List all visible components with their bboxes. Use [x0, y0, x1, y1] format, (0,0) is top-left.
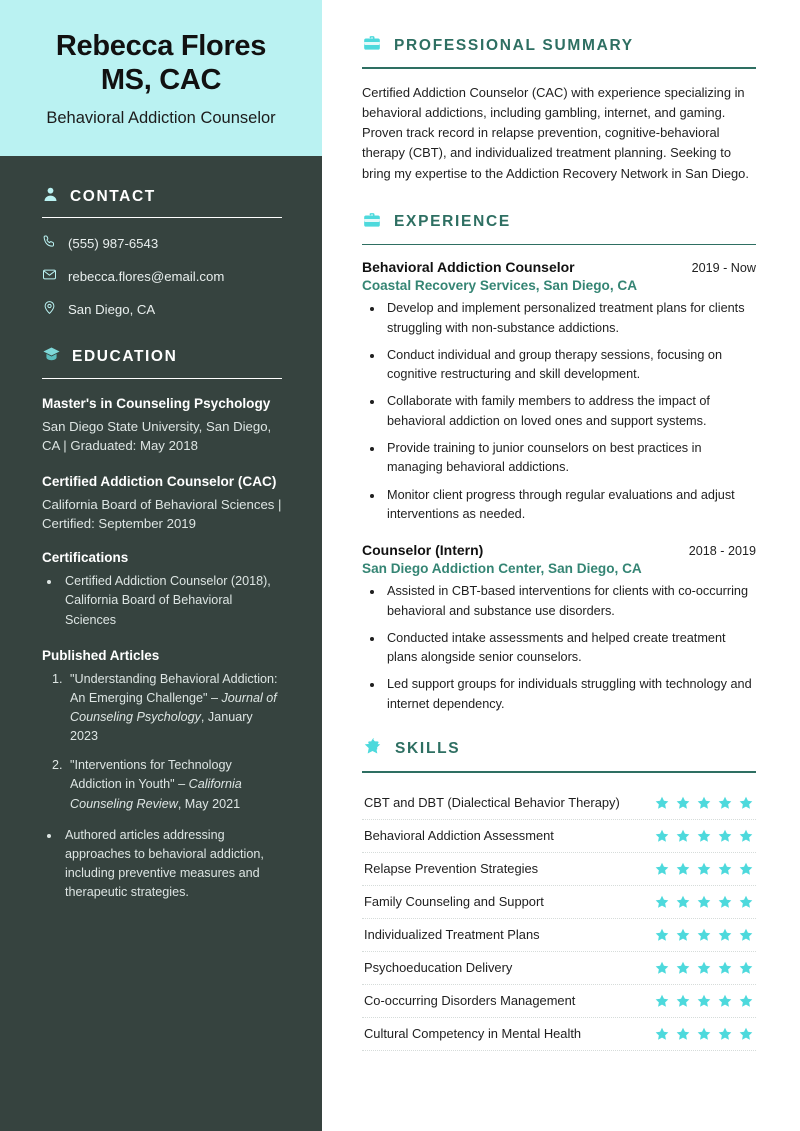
professional-summary-divider: [362, 67, 756, 69]
star-filled-icon: [654, 894, 670, 910]
article-journal: Journal of Counseling Psychology: [70, 690, 277, 724]
list-item: • Collaborate with family members to address the impact of behavioral addiction on loved ones and support systems.: [384, 392, 756, 431]
contact-divider: [42, 217, 282, 218]
star-filled-icon: [717, 795, 733, 811]
star-filled-icon: [675, 927, 691, 943]
skill-rating-stars: [654, 960, 756, 976]
article-title-pre: "Interventions for Technology Addiction in Youth" –: [70, 758, 232, 792]
candidate-name-line1: Rebecca Flores: [55, 30, 267, 62]
skill-rating-stars: [654, 927, 756, 943]
article-title-pre: "Understanding Behavioral Addiction: An Emerging Challenge" –: [70, 671, 278, 705]
list-item: • Monitor client progress through regular evaluations and adjust interventions as needed.: [384, 486, 756, 525]
skill-name: CBT and DBT (Dialectical Behavior Therapy): [364, 795, 620, 810]
skill-row: [362, 886, 756, 919]
candidate-job-title: Behavioral Addiction Counselor: [46, 109, 276, 128]
skill-row: [362, 787, 756, 820]
skill-rating-stars: [654, 1026, 756, 1042]
star-filled-icon: [654, 927, 670, 943]
contact-location-value: San Diego, CA: [68, 302, 156, 318]
skill-row: [362, 853, 756, 886]
experience-dates: 2018 - 2019: [688, 544, 756, 559]
star-filled-icon: [654, 795, 670, 811]
skill-row: [362, 919, 756, 952]
list-item: [66, 756, 282, 813]
star-filled-icon: [696, 1026, 712, 1042]
skill-name: Cultural Competency in Mental Health: [364, 1026, 582, 1041]
star-filled-icon: [738, 960, 754, 976]
star-filled-icon: [696, 828, 712, 844]
briefcase-icon: [362, 33, 382, 58]
star-filled-icon: [696, 960, 712, 976]
skill-name: Individualized Treatment Plans: [364, 927, 540, 942]
star-filled-icon: [675, 894, 691, 910]
skill-row: [362, 820, 756, 853]
list-item: • Provide training to junior counselors on best practices in managing behavioral addictions.: [384, 439, 756, 478]
skills-divider: [362, 771, 756, 773]
experience-bullets: [362, 299, 756, 524]
education-title: EDUCATION: [72, 348, 178, 366]
star-filled-icon: [675, 828, 691, 844]
name-header-block: [0, 0, 322, 156]
experience-organization: San Diego Addiction Center, San Diego, CA: [362, 561, 642, 577]
article-date: , May 2021: [177, 796, 241, 811]
skill-row: [362, 952, 756, 985]
person-icon: [42, 186, 59, 208]
star-filled-icon: [675, 993, 691, 1009]
education-meta: San Diego State University, San Diego, CA | Graduated: May 2018: [42, 419, 272, 454]
education-header: [42, 341, 282, 369]
professional-summary-header: [362, 33, 756, 58]
certifications-title: Certifications: [42, 550, 129, 566]
sidebar-body: [0, 156, 322, 1131]
list-item: • Certified Addiction Counselor (2018), California Board of Behavioral Sciences: [61, 572, 282, 629]
article-date: , January 2023: [70, 710, 253, 744]
experience-title: EXPERIENCE: [394, 213, 511, 231]
experience-item-header: [362, 259, 756, 275]
experience-item: [362, 542, 756, 714]
star-filled-icon: [696, 993, 712, 1009]
star-filled-icon: [654, 861, 670, 877]
skill-rating-stars: [654, 795, 756, 811]
star-filled-icon: [717, 894, 733, 910]
education-entry: [42, 473, 282, 533]
briefcase-icon: [362, 210, 382, 235]
section-experience: [362, 210, 756, 714]
list-item: • Develop and implement personalized treatment plans for clients struggling with non-substance addictions.: [384, 299, 756, 338]
star-filled-icon: [738, 828, 754, 844]
star-filled-icon: [738, 894, 754, 910]
star-filled-icon: [738, 861, 754, 877]
star-filled-icon: [717, 927, 733, 943]
section-professional-summary: [362, 33, 756, 184]
star-icon: [362, 736, 383, 762]
skill-rating-stars: [654, 894, 756, 910]
skill-rating-stars: [654, 861, 756, 877]
skill-rating-stars: [654, 828, 756, 844]
map-pin-icon: [42, 300, 57, 319]
experience-item-header: [362, 542, 756, 558]
star-filled-icon: [696, 795, 712, 811]
skill-name: Family Counseling and Support: [364, 894, 544, 909]
experience-header: [362, 210, 756, 235]
experience-organization: Coastal Recovery Services, San Diego, CA: [362, 278, 638, 294]
star-filled-icon: [654, 828, 670, 844]
star-filled-icon: [675, 1026, 691, 1042]
contact-location-row[interactable]: [42, 300, 282, 319]
list-item: • Conduct individual and group therapy sessions, focusing on cognitive restructuring and skill development.: [384, 346, 756, 385]
section-contact: [42, 182, 282, 319]
published-articles-notes: [45, 826, 282, 903]
professional-summary-text: Certified Addiction Counselor (CAC) with experience specializing in behavioral addictions, including gambling, internet, and gaming. Proven track record in relapse prevention, cognitive-behavioral therapy (CBT), and individualized treatment planning. Seeking to bring my expertise to the Addiction Recovery Network in San Diego.: [362, 84, 749, 181]
star-filled-icon: [675, 960, 691, 976]
star-filled-icon: [738, 927, 754, 943]
education-entry: [42, 395, 282, 455]
sidebar: [0, 0, 322, 1131]
section-education: [42, 341, 282, 902]
phone-icon: [42, 234, 57, 253]
published-articles-title: Published Articles: [42, 647, 160, 663]
list-item: • Authored articles addressing approaches to behavioral addiction, including preventive measures and therapeutic strategies.: [61, 826, 282, 903]
experience-dates: 2019 - Now: [691, 261, 756, 276]
candidate-name-line2: MS, CAC: [100, 63, 222, 96]
list-item: • Assisted in CBT-based interventions for clients with co-occurring behavioral and substance use disorders.: [384, 582, 756, 621]
education-degree: Master's in Counseling Psychology: [42, 396, 271, 412]
main-content: [322, 0, 800, 1131]
education-divider: [42, 378, 282, 379]
section-skills: [362, 736, 756, 1051]
star-filled-icon: [738, 993, 754, 1009]
contact-phone-row[interactable]: [42, 234, 282, 253]
skill-row: [362, 985, 756, 1018]
experience-divider: [362, 244, 756, 246]
skill-name: Psychoeducation Delivery: [364, 960, 513, 975]
contact-phone-value: (555) 987-6543: [68, 236, 159, 252]
list-item: [66, 670, 282, 747]
education-meta: California Board of Behavioral Sciences | Certified: September 2019: [42, 496, 282, 531]
education-degree: Certified Addiction Counselor (CAC): [42, 473, 277, 489]
list-item: • Led support groups for individuals struggling with technology and internet dependency.: [384, 675, 756, 714]
star-filled-icon: [654, 1026, 670, 1042]
star-filled-icon: [696, 894, 712, 910]
star-filled-icon: [738, 795, 754, 811]
published-articles-list: [45, 670, 282, 814]
star-filled-icon: [717, 1026, 733, 1042]
skill-row: [362, 1018, 756, 1051]
certifications-list: [45, 572, 282, 629]
star-filled-icon: [717, 828, 733, 844]
envelope-icon: [42, 267, 57, 286]
star-filled-icon: [654, 993, 670, 1009]
skill-name: Co-occurring Disorders Management: [364, 993, 576, 1008]
skill-rating-stars: [654, 993, 756, 1009]
skills-title: SKILLS: [395, 740, 461, 757]
article-journal: California Counseling Review: [70, 777, 242, 811]
star-filled-icon: [696, 861, 712, 877]
skills-header: [362, 736, 756, 762]
star-filled-icon: [717, 861, 733, 877]
skill-name: Behavioral Addiction Assessment: [364, 828, 554, 843]
star-filled-icon: [738, 1026, 754, 1042]
star-filled-icon: [717, 960, 733, 976]
experience-role: Behavioral Addiction Counselor: [362, 259, 575, 276]
graduation-cap-icon: [42, 345, 61, 369]
contact-header: [42, 182, 282, 208]
contact-title: CONTACT: [70, 188, 156, 206]
professional-summary-title: PROFESSIONAL SUMMARY: [394, 36, 634, 54]
contact-email-row[interactable]: [42, 267, 282, 286]
star-filled-icon: [675, 861, 691, 877]
experience-item: [362, 259, 756, 524]
star-filled-icon: [654, 960, 670, 976]
star-filled-icon: [675, 795, 691, 811]
contact-email-value: rebecca.flores@email.com: [68, 269, 225, 285]
experience-bullets: [362, 582, 756, 714]
star-filled-icon: [696, 927, 712, 943]
skill-name: Relapse Prevention Strategies: [364, 861, 539, 876]
star-filled-icon: [717, 993, 733, 1009]
experience-role: Counselor (Intern): [362, 542, 484, 559]
list-item: • Conducted intake assessments and helped create treatment plans alongside senior counselors.: [384, 629, 756, 668]
